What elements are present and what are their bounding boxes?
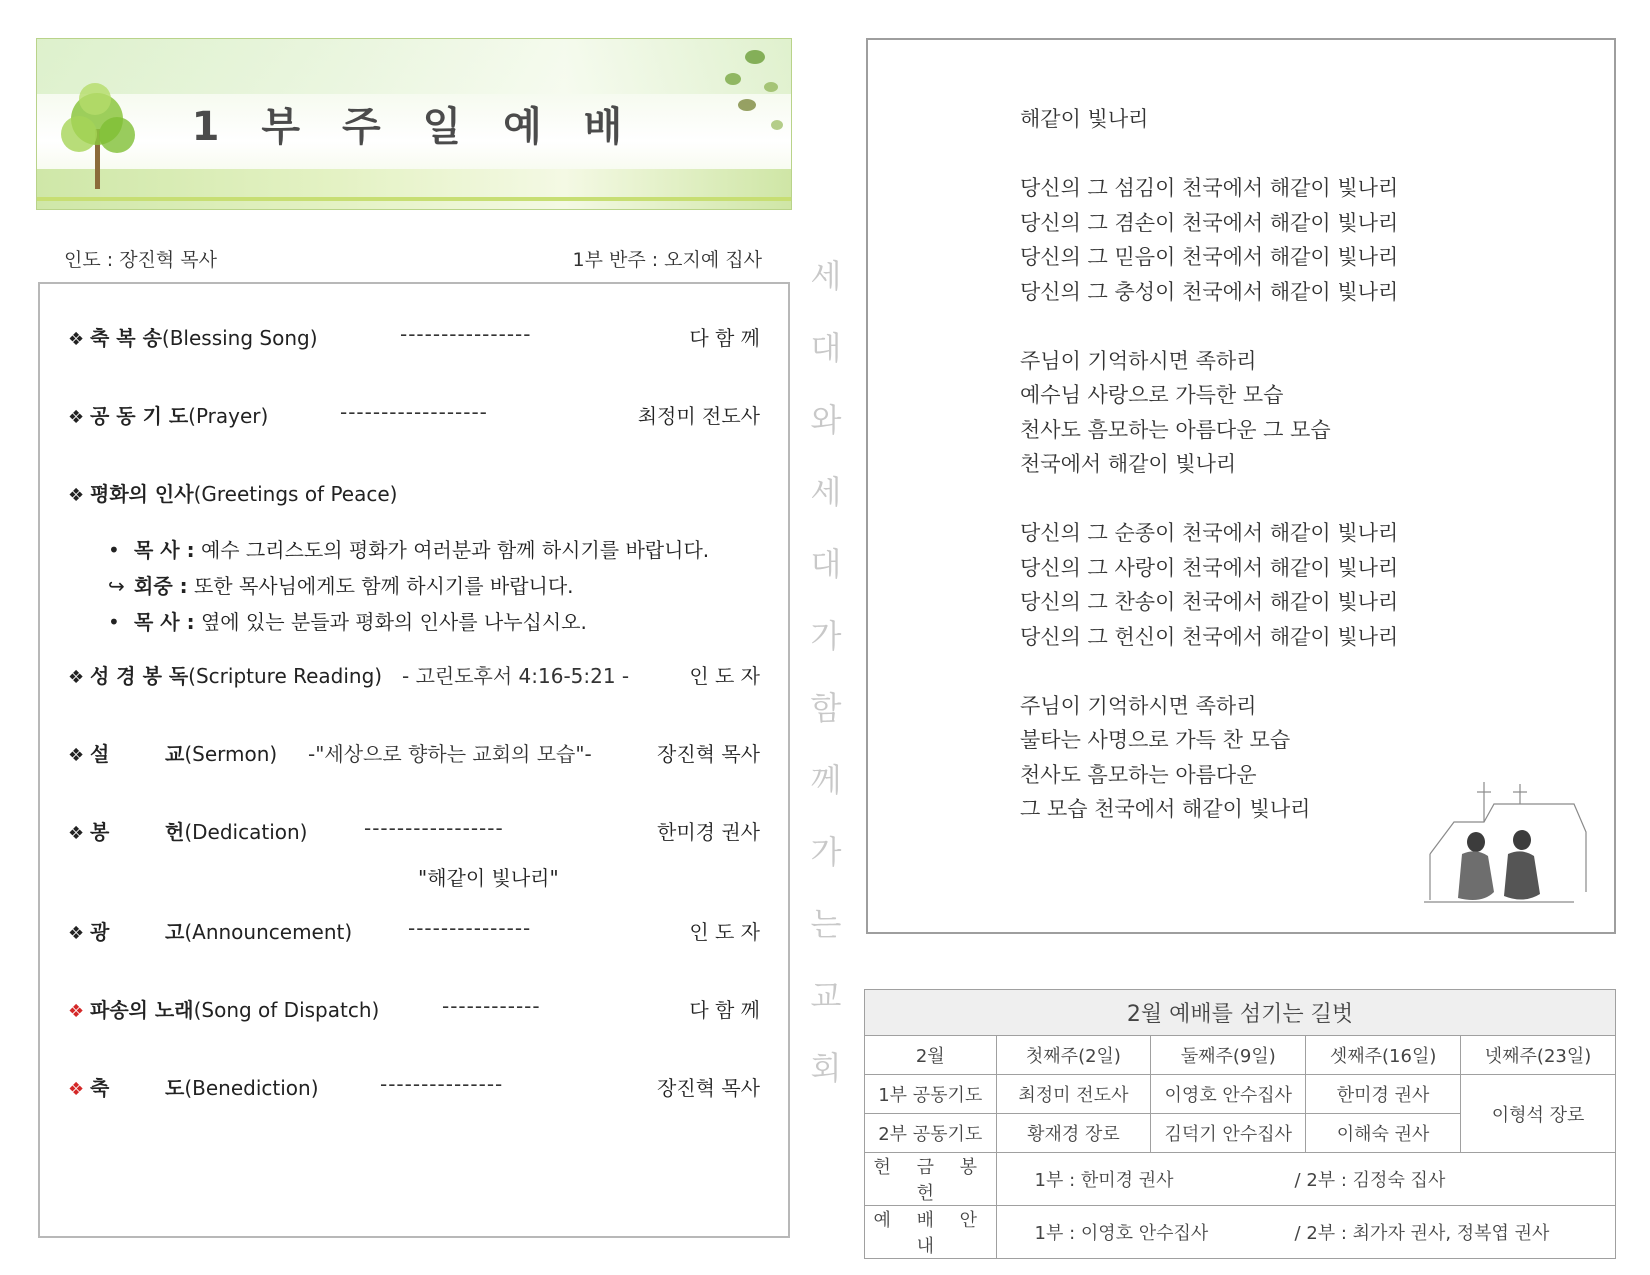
lyrics-title: 해같이 빛나리 xyxy=(1020,107,1149,131)
diamond-icon: ❖ xyxy=(68,667,85,688)
item-name: 축 도 xyxy=(90,1076,185,1100)
table-header-row xyxy=(865,1036,1616,1075)
greeting-role: 목 사 : xyxy=(134,538,195,562)
table-cell: 이해숙 권사 xyxy=(1306,1114,1461,1153)
greeting-line xyxy=(108,534,709,563)
lyric-line: 당신의 그 헌신이 천국에서 해같이 빛나리 xyxy=(1020,624,1399,649)
item-person: 장진혁 목사 xyxy=(657,1076,760,1100)
lyric-line: 천사도 흠모하는 아름다운 그 모습 xyxy=(1020,417,1331,442)
banner-title: 1 부 주 일 예 배 xyxy=(191,104,637,150)
item-eng: (Announcement) xyxy=(184,920,353,944)
item-prayer xyxy=(68,400,760,434)
bullet-icon: • xyxy=(108,610,120,634)
greeting-role: 목 사 : xyxy=(134,610,195,634)
lyric-line: 불타는 사명으로 가득 찬 모습 xyxy=(1020,728,1291,752)
lyric-line: 당신의 그 사랑이 천국에서 해같이 빛나리 xyxy=(1020,555,1399,580)
row-label: 헌 금 봉 헌 xyxy=(865,1153,997,1206)
table-cell: 최정미 전도사 xyxy=(996,1075,1151,1114)
offering-cell xyxy=(996,1153,1615,1206)
diamond-icon: ❖ xyxy=(68,485,85,506)
slogan-char: 회 xyxy=(810,1049,842,1087)
diamond-icon: ❖ xyxy=(68,1079,85,1100)
item-person: 최정미 전도사 xyxy=(637,404,760,428)
item-name: 평화의 인사 xyxy=(90,482,194,506)
lyric-line: 주님이 기억하시면 족하리 xyxy=(1020,693,1257,718)
diamond-icon: ❖ xyxy=(68,1001,85,1022)
lyric-line: 당신의 그 충성이 천국에서 해같이 빛나리 xyxy=(1020,279,1399,304)
table-row xyxy=(865,1153,1616,1206)
diamond-icon: ❖ xyxy=(68,823,85,844)
item-scripture xyxy=(68,660,760,694)
item-name: 광 고 xyxy=(90,920,185,944)
slogan-char: 가 xyxy=(810,617,842,655)
item-announcement xyxy=(68,916,760,950)
item-person: 인 도 자 xyxy=(689,664,760,688)
item-eng: (Blessing Song) xyxy=(161,326,318,350)
bullet-icon: • xyxy=(108,538,120,562)
usher-part2: / 2부 : 최가자 권사, 정복엽 권사 xyxy=(1294,1223,1550,1244)
table-cell: 한미경 권사 xyxy=(1306,1075,1461,1114)
slogan-char: 대 xyxy=(810,329,842,367)
table-row xyxy=(865,1206,1616,1259)
item-name: 공 동 기 도 xyxy=(90,404,189,428)
offering-part2: / 2부 : 김정숙 집사 xyxy=(1294,1170,1446,1191)
lyric-line: 당신의 그 겸손이 천국에서 해같이 빛나리 xyxy=(1020,210,1399,235)
schedule-table xyxy=(864,989,1616,1259)
order-of-worship xyxy=(38,282,790,1238)
item-person: 한미경 권사 xyxy=(657,820,760,844)
greeting-text: 옆에 있는 분들과 평화의 인사를 나누십시오. xyxy=(200,610,587,634)
item-dashes: --------------- xyxy=(380,1072,504,1096)
item-person: 인 도 자 xyxy=(689,920,760,944)
table-cell: 김덕기 안수집사 xyxy=(1151,1114,1306,1153)
dedication-song: "해같이 빛나리" xyxy=(418,866,559,890)
item-dashes: --------------- xyxy=(408,916,532,940)
usher-cell xyxy=(996,1206,1615,1259)
item-eng: (Greetings of Peace) xyxy=(193,482,398,506)
table-cell: 황재경 장로 xyxy=(996,1114,1151,1153)
greeting-text: 또한 목사님에게도 함께 하시기를 바랍니다. xyxy=(193,574,574,598)
item-eng: (Benediction) xyxy=(184,1076,319,1100)
column-header: 2월 xyxy=(865,1036,997,1075)
vertical-slogan xyxy=(806,240,846,1104)
row-label: 1부 공동기도 xyxy=(865,1075,997,1114)
item-benediction xyxy=(68,1072,760,1106)
lyric-line: 천국에서 해같이 빛나리 xyxy=(1020,452,1237,476)
column-header: 셋째주(16일) xyxy=(1306,1036,1461,1075)
item-person: 장진혁 목사 xyxy=(657,742,760,766)
slogan-char: 께 xyxy=(810,761,842,799)
greeting-line xyxy=(108,570,574,599)
item-dedication xyxy=(68,816,760,850)
item-person: 다 함 께 xyxy=(689,998,760,1022)
item-eng: (Sermon) xyxy=(184,742,278,766)
usher-part1: 1부 : 이영호 안수집사 xyxy=(1034,1223,1209,1244)
slogan-char: 대 xyxy=(810,545,842,583)
praying-couple-illustration xyxy=(1424,782,1592,914)
greeting-line xyxy=(108,606,587,635)
lyric-line: 당신의 그 믿음이 천국에서 해같이 빛나리 xyxy=(1020,245,1399,269)
item-name: 봉 헌 xyxy=(90,820,185,844)
item-name: 파송의 노래 xyxy=(90,998,194,1022)
item-dashes: ---------------- xyxy=(400,322,532,346)
item-eng: (Prayer) xyxy=(188,404,269,428)
lyric-line: 천사도 흠모하는 아름다운 xyxy=(1020,762,1257,787)
diamond-icon: ❖ xyxy=(68,745,85,766)
diamond-icon: ❖ xyxy=(68,923,85,944)
banner xyxy=(36,38,792,210)
offering-part1: 1부 : 한미경 권사 xyxy=(1034,1170,1174,1191)
item-greeting xyxy=(68,478,760,512)
diamond-icon: ❖ xyxy=(68,329,85,350)
table-row xyxy=(865,1075,1616,1114)
item-person: 다 함 께 xyxy=(689,326,760,350)
lyrics xyxy=(1020,102,1398,827)
item-sermon xyxy=(68,738,760,772)
table-cell-week4: 이형석 장로 xyxy=(1461,1075,1616,1153)
item-eng: (Song of Dispatch) xyxy=(193,998,380,1022)
lyric-line: 그 모습 천국에서 해같이 빛나리 xyxy=(1020,797,1311,821)
item-eng: (Dedication) xyxy=(184,820,308,844)
slogan-char: 와 xyxy=(810,401,842,439)
column-header: 넷째주(23일) xyxy=(1461,1036,1616,1075)
lyric-line: 당신의 그 섬김이 천국에서 해같이 빛나리 xyxy=(1020,176,1399,200)
slogan-char: 세 xyxy=(810,473,842,511)
lyric-line: 주님이 기억하시면 족하리 xyxy=(1020,348,1257,373)
slogan-char: 교 xyxy=(810,977,842,1015)
slogan-char: 세 xyxy=(810,257,842,295)
scripture-reference: - 고린도후서 4:16-5:21 - xyxy=(402,664,630,688)
table-cell: 이영호 안수집사 xyxy=(1151,1075,1306,1114)
accompanist-info: 1부 반주 : 오지예 집사 xyxy=(572,249,762,271)
greeting-role: 회중 : xyxy=(134,574,188,598)
schedule-title: 2월 예배를 섬기는 길벗 xyxy=(865,990,1616,1036)
greeting-text: 예수 그리스도의 평화가 여러분과 함께 하시기를 바랍니다. xyxy=(200,538,710,562)
lyric-line: 예수님 사랑으로 가득한 모습 xyxy=(1020,383,1284,407)
item-dashes: ----------------- xyxy=(364,816,504,840)
item-dashes: ------------------ xyxy=(340,400,488,424)
lyrics-box xyxy=(866,38,1616,934)
item-blessing-song xyxy=(68,322,760,356)
slogan-char: 는 xyxy=(810,905,842,943)
item-name: 축 복 송 xyxy=(90,326,162,350)
slogan-char: 가 xyxy=(810,833,842,871)
lyric-line: 당신의 그 찬송이 천국에서 해같이 빛나리 xyxy=(1020,590,1399,614)
column-header: 첫째주(2일) xyxy=(996,1036,1151,1075)
arrow-icon: ↪ xyxy=(108,574,125,598)
slogan-char: 함 xyxy=(810,689,842,727)
item-name: 설 교 xyxy=(90,742,185,766)
lyric-line: 당신의 그 순종이 천국에서 해같이 빛나리 xyxy=(1020,521,1399,545)
item-name: 성 경 봉 독 xyxy=(90,664,189,688)
item-dispatch xyxy=(68,994,760,1028)
row-label: 예 배 안 내 xyxy=(865,1206,997,1259)
item-eng: (Scripture Reading) xyxy=(188,664,383,688)
diamond-icon: ❖ xyxy=(68,407,85,428)
leader-info: 인도 : 장진혁 목사 xyxy=(64,249,217,271)
sermon-title: -"세상으로 향하는 교회의 모습"- xyxy=(308,742,592,766)
item-dashes: ------------ xyxy=(442,994,541,1018)
row-label: 2부 공동기도 xyxy=(865,1114,997,1153)
column-header: 둘째주(9일) xyxy=(1151,1036,1306,1075)
